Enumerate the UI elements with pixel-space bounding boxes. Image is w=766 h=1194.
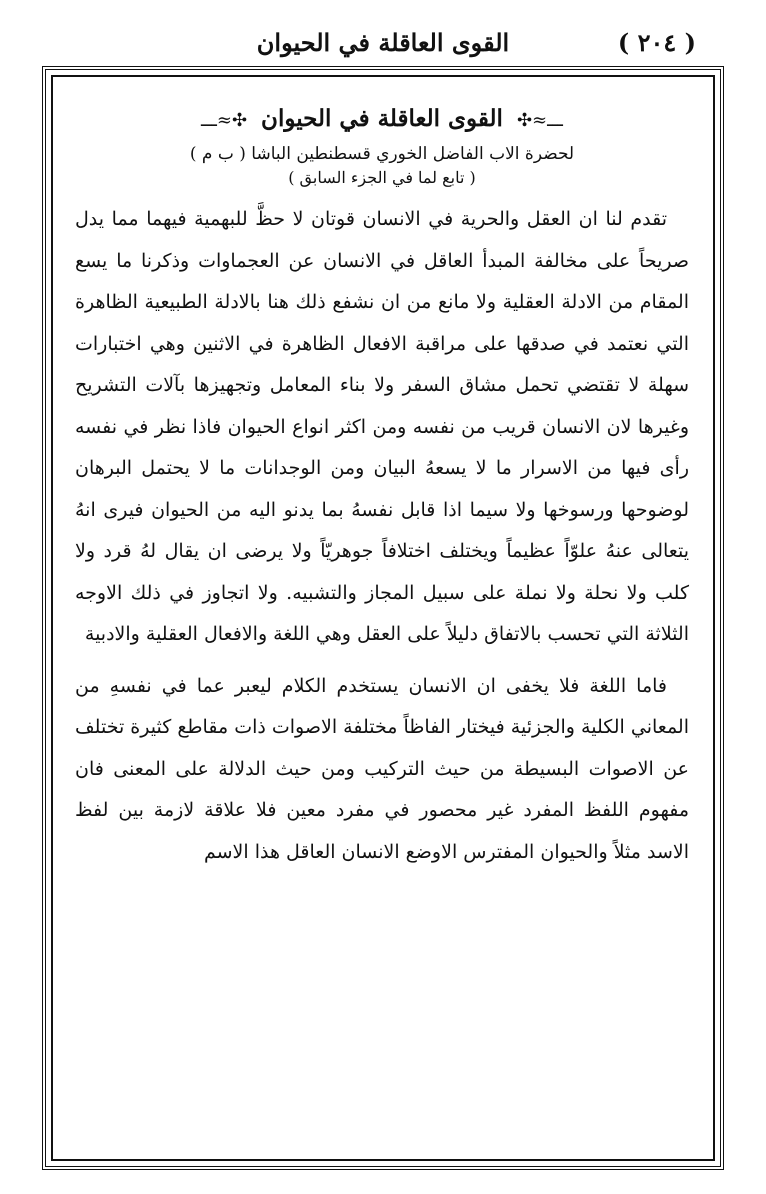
page-number: ( ٢٠٤ ) [617, 28, 696, 57]
continuation-note: ( تابع لما في الجزء السابق ) [288, 168, 476, 187]
running-title: القوى العاقلة في الحيوان [256, 28, 510, 57]
page-frame-outer [42, 66, 724, 1170]
ornament-left-icon: ✣≈ـــ [201, 110, 248, 131]
article-heading [75, 105, 689, 132]
article-title: القوى العاقلة في الحيوان [261, 105, 503, 132]
author-line: لحضرة الاب الفاضل الخوري قسطنطين الباشا ( ب م ) [189, 144, 575, 164]
body-paragraph-1: تقدم لنا ان العقل والحرية في الانسان قوتان لا حظَّ للبهمية فيهما مما يدل صريحاً على مخالفة المبدأ العاقل في الانسان عن العجماوات وذكرنا ما يسع المقام من الادلة العقلية ولا مانع من ان نشفع ذلك هنا بالادلة الطبيعية الظاهرة التي نعتمد في صدقها على مراقبة الافعال الظاهرة في الاثنين وهي اختبارات سهلة لا تقتضي تحمل مشاق السفر ولا بناء المعامل وتجهيزها بآلات التشريح وغيرها لان الانسان قريب من نفسه ومن اكثر انواع الحيوان فاذا نظر في نفسه رأى فيها من الاسرار ما لا يسعهُ البيان ومن الوجدانات ما لا يحتمل البرهان لوضوحها ورسوخها ولا سيما اذا قابل نفسهُ بما يدنو اليه من الحيوان فيرى انهُ يتعالى عنهُ علوّاً عظيماً ويختلف اختلافاً جوهريّاً ولا يرضى ان يقال لهُ قرد ولا كلب ولا نحلة ولا نملة على سبيل المجاز والتشبيه. ولا اتجاوز في ذلك الاوجه الثلاثة التي تحسب بالاتفاق دليلاً على العقل وهي اللغة والافعال العقلية والادبية [75, 208, 689, 645]
ornament-right-icon: ـــ≈✣ [516, 110, 563, 131]
body-paragraph-2: فاما اللغة فلا يخفى ان الانسان يستخدم الكلام ليعبر عما في نفسهِ من المعاني الكلية والجزئية فيختار الفاظاً مختلفة الاصوات ذات مقاطع كثيرة تختلف عن الاصوات البسيطة من حيث التركيب ومن حيث الدلالة على المعنى فان مفهوم اللفظ المفرد غير محصور في مفرد معين فلا علاقة لازمة بين لفظ الاسد مثلاً والحيوان المفترس الاوضع الانسان العاقل هذا الاسم [75, 674, 689, 863]
page-frame-inner [51, 75, 715, 1161]
running-header [70, 22, 696, 62]
